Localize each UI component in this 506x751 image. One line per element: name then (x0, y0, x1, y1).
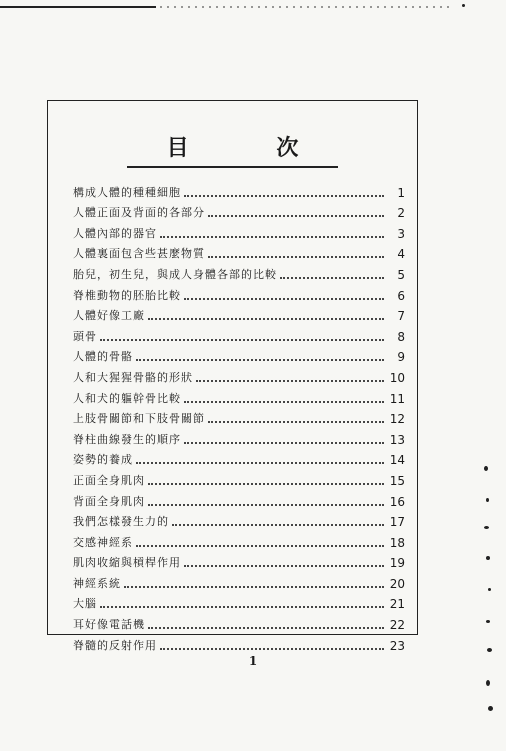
toc-entry-page: 21 (389, 597, 405, 612)
toc-entry (73, 447, 405, 468)
toc-entry (73, 467, 405, 488)
toc-entry-title: 人體內部的器官 (73, 226, 157, 240)
toc-entry-page: 22 (389, 618, 405, 633)
toc-entry-title: 脊髓的反射作用 (73, 638, 157, 652)
dot-leader (100, 339, 384, 341)
toc-entry-title: 正面全身肌肉 (73, 473, 145, 487)
toc-entry-page: 5 (397, 267, 405, 282)
toc-entry (73, 385, 405, 406)
toc-entry-title: 大腦 (73, 597, 97, 611)
toc-entry-page: 3 (397, 226, 405, 241)
toc-entry (73, 364, 405, 385)
toc-entry (73, 611, 405, 632)
toc-entry (73, 591, 405, 612)
dot-leader (148, 504, 384, 506)
dot-leader (280, 277, 384, 279)
toc-entry-page: 4 (397, 247, 405, 262)
toc-entry-title: 耳好像電話機 (73, 618, 145, 632)
dot-leader (136, 545, 384, 547)
toc-entry (73, 303, 405, 324)
dot-leader (184, 401, 384, 403)
toc-entry (73, 220, 405, 241)
toc-entry-page: 17 (389, 515, 405, 530)
toc-entry (73, 529, 405, 550)
toc-entry-page: 18 (389, 535, 405, 550)
toc-entry-page: 8 (397, 329, 405, 344)
table-of-contents (73, 179, 405, 653)
dot-leader (208, 421, 384, 423)
top-edge-rule (0, 6, 156, 8)
toc-entry (73, 406, 405, 427)
dot-leader (160, 236, 384, 238)
toc-entry (73, 488, 405, 509)
toc-entry-title: 姿勢的養成 (73, 453, 133, 467)
toc-entry-title: 上肢骨關節和下肢骨關節 (73, 412, 205, 426)
toc-entry-page: 7 (397, 309, 405, 324)
toc-entry (73, 200, 405, 221)
dot-leader (184, 195, 384, 197)
toc-entry-title: 神經系統 (73, 576, 121, 590)
dot-leader (208, 215, 384, 217)
toc-entry-title: 構成人體的種種細胞 (73, 185, 181, 199)
dot-leader (148, 318, 384, 320)
dot-leader (136, 359, 384, 361)
dot-leader (172, 524, 384, 526)
toc-entry-title: 人體好像工廠 (73, 309, 145, 323)
toc-entry-page: 6 (397, 288, 405, 303)
toc-entry-title: 背面全身肌肉 (73, 494, 145, 508)
toc-entry-page: 15 (389, 473, 405, 488)
toc-entry (73, 509, 405, 530)
toc-entry-title: 交感神經系 (73, 535, 133, 549)
toc-entry (73, 179, 405, 200)
toc-entry-page: 14 (389, 453, 405, 468)
dot-leader (148, 627, 384, 629)
toc-entry (73, 570, 405, 591)
scan-speck (486, 620, 490, 623)
toc-entry-page: 13 (389, 432, 405, 447)
toc-entry-title: 人體正面及背面的各部分 (73, 206, 205, 220)
contents-title: 目 次 (127, 131, 339, 168)
toc-entry-page: 9 (397, 350, 405, 365)
dot-leader (160, 648, 384, 650)
toc-entry-title: 頭骨 (73, 329, 97, 343)
dot-leader (184, 298, 384, 300)
page-number: 1 (248, 654, 258, 668)
toc-entry (73, 282, 405, 303)
dot-leader (124, 586, 384, 588)
toc-entry-page: 23 (389, 638, 405, 653)
scan-speck (488, 706, 493, 711)
scan-speck (486, 556, 490, 560)
toc-entry-title: 人體的骨骼 (73, 350, 133, 364)
toc-entry-title: 肌肉收縮與槓桿作用 (73, 556, 181, 570)
toc-entry (73, 241, 405, 262)
toc-entry-title: 我們怎樣發生力的 (73, 515, 169, 529)
toc-entry (73, 426, 405, 447)
toc-entry (73, 261, 405, 282)
toc-entry-page: 16 (389, 494, 405, 509)
top-edge-dotted-rule (160, 6, 450, 8)
toc-entry-page: 19 (389, 556, 405, 571)
dot-leader (184, 565, 384, 567)
toc-entry-title: 人和犬的軀幹骨比較 (73, 391, 181, 405)
toc-entry-title: 人體裏面包含些甚麼物質 (73, 247, 205, 261)
toc-entry (73, 550, 405, 571)
dot-leader (196, 380, 384, 382)
toc-entry-page: 10 (389, 370, 405, 385)
contents-frame (47, 100, 418, 653)
toc-entry-page: 2 (397, 206, 405, 221)
dot-leader (208, 256, 384, 258)
toc-entry-title: 脊椎動物的胚胎比較 (73, 288, 181, 302)
toc-entry (73, 632, 405, 653)
toc-entry-page: 1 (397, 185, 405, 200)
toc-entry-title: 胎兒，初生兒，與成人身體各部的比較 (73, 267, 277, 281)
scan-speck (488, 588, 491, 591)
contents-title-block (48, 131, 417, 168)
dot-leader (100, 606, 384, 608)
toc-entry-title: 人和大猩猩骨骼的形狀 (73, 370, 193, 384)
toc-entry-title: 脊柱曲線發生的順序 (73, 432, 181, 446)
toc-entry-page: 12 (389, 412, 405, 427)
toc-entry-page: 11 (389, 391, 405, 406)
dot-leader (148, 483, 384, 485)
scan-speck (487, 648, 492, 652)
scan-speck (484, 466, 488, 471)
toc-entry (73, 323, 405, 344)
dot-leader (136, 462, 384, 464)
scan-speck (484, 526, 489, 529)
toc-entry (73, 344, 405, 365)
scan-speck (486, 680, 490, 686)
scan-speck (486, 498, 489, 502)
toc-entry-page: 20 (389, 576, 405, 591)
dot-leader (184, 442, 384, 444)
scan-speck (462, 4, 465, 7)
